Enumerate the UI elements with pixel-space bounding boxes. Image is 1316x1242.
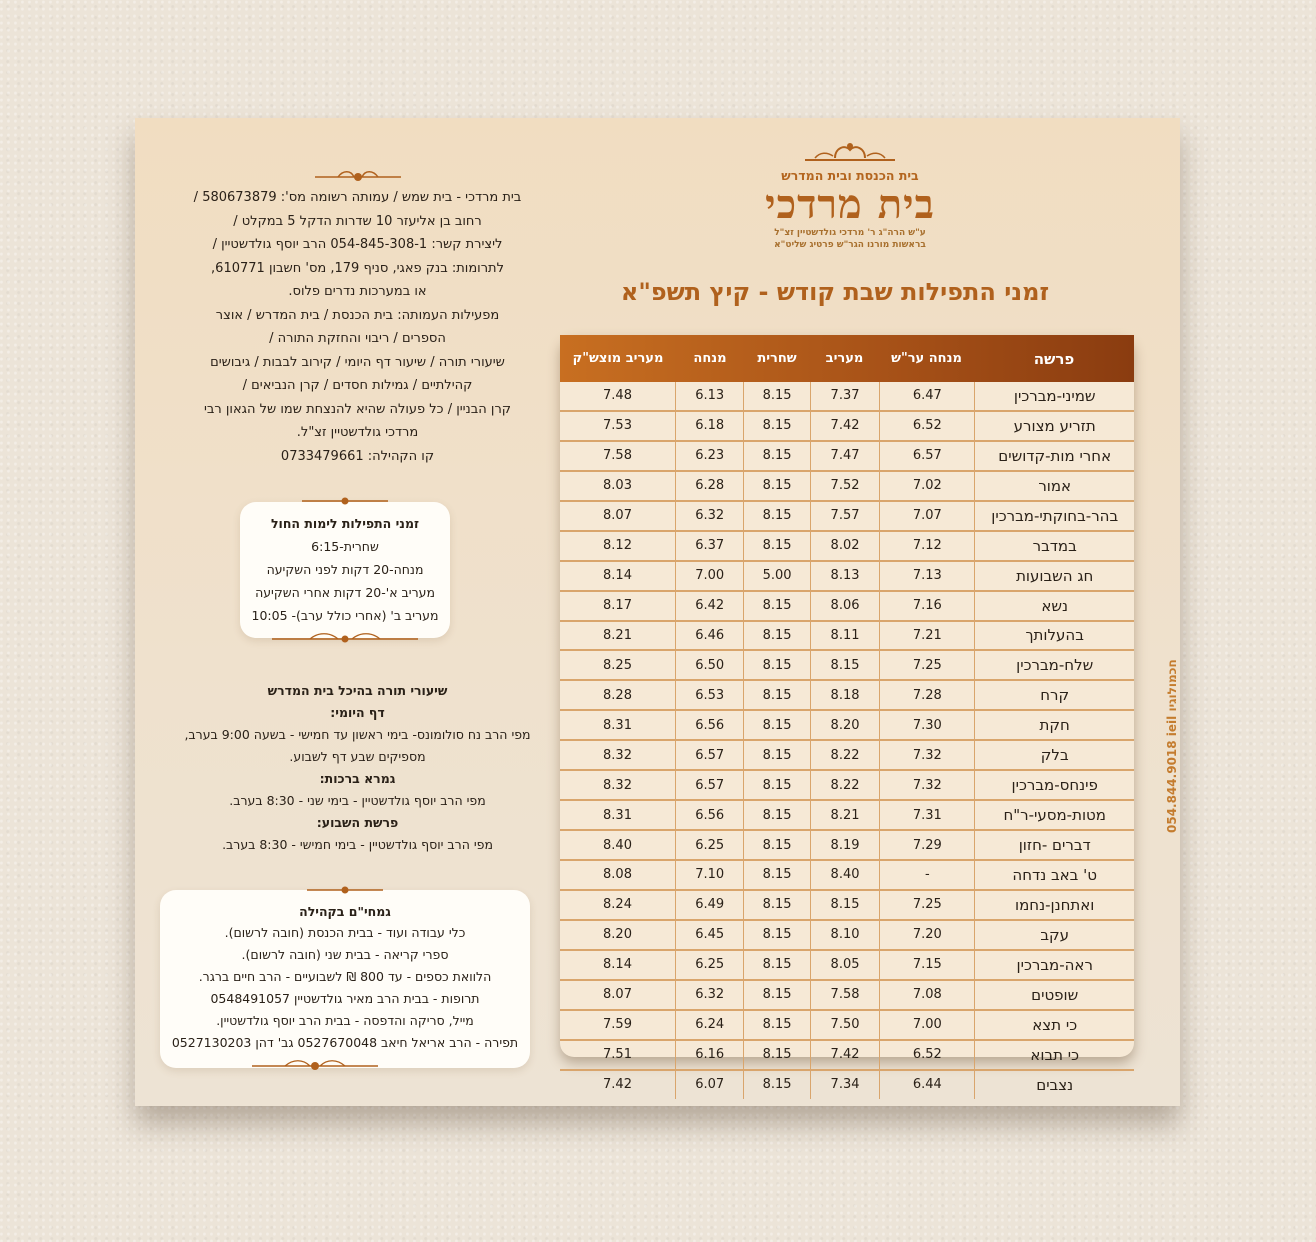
parasha-cell: נשא [974,592,1134,620]
time-cell: 7.12 [879,532,974,560]
time-cell: 7.31 [879,801,974,829]
time-cell: 8.15 [743,442,809,470]
time-cell: 6.52 [879,1041,974,1069]
time-cell: 7.00 [879,1011,974,1039]
time-cell: 7.02 [879,472,974,500]
table-row [560,831,1134,861]
time-cell: 7.51 [603,1047,632,1063]
time-cell: 8.31 [603,717,632,733]
time-cell: 8.11 [810,622,879,650]
time-cell: 6.49 [675,891,743,919]
time-cell: 6.52 [879,412,974,440]
time-cell: 6.32 [675,981,743,1009]
time-cell: 8.40 [603,837,632,853]
logo-dedication: ע"ש הרה"ג ר' מרדכי גולדשטיין זצ"ל [774,228,926,238]
parasha-cell: שלח-מברכין [974,651,1134,679]
time-cell: 6.25 [675,831,743,859]
parasha-cell: במדבר [974,532,1134,560]
time-cell: 8.07 [603,987,632,1003]
parasha-cell: ואתחנן-נחמו [974,891,1134,919]
parasha-cell: בהר-בחוקתי-מברכין [974,502,1134,530]
table-row [560,801,1134,831]
time-cell: 8.22 [810,741,879,769]
parasha-cell: עקב [974,921,1134,949]
weekday-times-box [240,502,450,638]
gemach-title: גמחי"ם בקהילה [299,904,391,919]
info-line: הספרים / ריבוי והחזקת התורה / [269,331,446,346]
time-cell: 7.50 [810,1011,879,1039]
time-cell: 8.31 [603,807,632,823]
info-line: מפעילות העמותה: בית הכנסת / בית המדרש / אוצר [215,307,500,323]
shiurim-title: שיעורי תורה בהיכל בית המדרש [267,683,448,698]
time-cell: 6.57 [675,741,743,769]
column-header: שחרית [757,351,797,366]
time-cell: 7.42 [603,1077,632,1093]
gemach-line: תרופות - בבית הרב מאיר גולדשטיין 0548491057 [210,991,480,1006]
time-cell: 8.13 [810,562,879,590]
time-cell: 7.25 [879,651,974,679]
table-row [560,981,1134,1011]
time-cell: 8.15 [743,1041,809,1069]
time-cell: 6.45 [675,921,743,949]
logo-leadership: בראשות מורנו הגר"ש פרטיג שליט"א [774,240,926,250]
parasha-cell: בהעלותך [974,622,1134,650]
table-header [560,335,1134,382]
table-row [560,472,1134,502]
weekday-time-line: מעריב א'-20 דקות אחרי השקיעה [255,585,435,600]
logo-crown-ornament-icon [795,140,905,164]
time-cell: 8.14 [603,568,632,584]
time-cell: 6.57 [879,442,974,470]
column-header: מנחה ער"ש [891,351,962,366]
time-cell: 8.15 [743,831,809,859]
info-line: לתרומות: בנק פאגי, סניף 179, מס' חשבון 610771, [211,260,504,276]
time-cell: 8.24 [603,897,632,913]
time-cell: 6.42 [675,592,743,620]
time-cell: 8.20 [810,711,879,739]
time-cell: 8.06 [810,592,879,620]
time-cell: 7.29 [879,831,974,859]
time-cell: 7.42 [810,1041,879,1069]
weekday-time-line: שחרית-6:15 [311,539,379,554]
parasha-cell: אחרי מות-קדושים [974,442,1134,470]
time-cell: 8.15 [743,771,809,799]
shabbat-times-table [560,335,1134,1094]
table-row [560,592,1134,622]
time-cell: 8.15 [743,651,809,679]
table-row [560,442,1134,472]
table-row [560,711,1134,741]
time-cell: 8.20 [603,927,632,943]
info-line: קו הקהילה: 0733479661 [280,448,435,464]
time-cell: 7.20 [879,921,974,949]
time-cell: 8.15 [743,382,809,410]
time-cell: 6.16 [675,1041,743,1069]
time-cell: 6.23 [675,442,743,470]
time-cell: 8.15 [743,921,809,949]
logo-name: בית מרדכי [765,181,935,228]
parasha-cell: כי תבוא [974,1041,1134,1069]
table-row [560,741,1134,771]
time-cell: 8.15 [743,861,809,889]
time-cell: 7.30 [879,711,974,739]
time-cell: 7.08 [879,981,974,1009]
logo [735,140,965,251]
time-cell: 8.40 [810,861,879,889]
weekday-time-line: מנחה-20 דקות לפני השקיעה [266,562,424,577]
time-cell: 7.34 [810,1071,879,1099]
gemach-line: ספרי קריאה - בבית שני (חובה לרשום). [241,947,449,962]
time-cell: 7.42 [810,412,879,440]
time-cell: 8.21 [810,801,879,829]
weekday-time-line: מעריב ב' (אחרי כולל ערב)- 10:05 [251,608,439,623]
parasha-cell: דברים -חזון [974,831,1134,859]
time-cell: 6.18 [675,412,743,440]
time-cell: 8.15 [743,891,809,919]
logo-subtitle-top: בית הכנסת ובית המדרש [781,168,919,183]
time-cell: 7.59 [603,1017,632,1033]
time-cell: 8.15 [743,502,809,530]
table-row [560,622,1134,652]
daf-yomi-line2: מספיקים שבע דף לשבוע. [289,749,426,764]
time-cell: 8.28 [603,687,632,703]
table-row [560,412,1134,442]
page-title: זמני התפילות שבת קודש - קיץ תשפ"א [620,278,1050,306]
time-cell: 7.52 [810,472,879,500]
time-cell: 7.16 [879,592,974,620]
column-header: מעריב [825,351,864,366]
parasha-cell: תזריע מצורע [974,412,1134,440]
time-cell: 8.10 [810,921,879,949]
time-cell: 8.15 [743,592,809,620]
time-cell: 8.15 [743,622,809,650]
column-header: מעריב מוצש"ק [572,351,664,366]
table-body [560,382,1134,1099]
time-cell: 8.15 [810,651,879,679]
gemara-line: מפי הרב יוסף גולדשטיין - בימי שני - 8:30 בערב. [229,793,486,808]
time-cell: 8.15 [743,532,809,560]
time-cell: 7.10 [675,861,743,889]
time-cell: 8.15 [743,1011,809,1039]
table-row [560,951,1134,981]
time-cell: 6.46 [675,622,743,650]
table-row [560,1071,1134,1099]
time-cell: 7.25 [879,891,974,919]
time-cell: 7.15 [879,951,974,979]
time-cell: 8.15 [743,741,809,769]
info-line: קהילתיים / גמילות חסדים / קרן הנביאים / [242,378,473,393]
ornament-top-icon [300,494,390,508]
time-cell: 6.50 [675,651,743,679]
parasha-cell: נצבים [974,1071,1134,1099]
ornament-bottom-icon [270,632,420,646]
gemach-line: תפירה - הרב אריאל חיאב 0527670048 גב' דהן 0527130203 [171,1035,519,1050]
info-line: או במערכות נדרים פלוס. [288,284,427,299]
time-cell: 8.18 [810,681,879,709]
time-cell: 6.13 [675,382,743,410]
time-cell: 6.37 [675,532,743,560]
table-row [560,532,1134,562]
time-cell: 7.48 [603,388,632,404]
time-cell: 8.05 [810,951,879,979]
weekday-times-title: זמני התפילות לימות החול [270,516,420,531]
time-cell: 8.19 [810,831,879,859]
parasha-cell: מטות-מסעי-ר"ח [974,801,1134,829]
info-column [155,168,560,468]
gemach-ornament-bottom-icon [250,1058,380,1074]
info-line: ליצירת קשר: 054-845-308-1 הרב יוסף גולדשטיין / [212,237,503,252]
time-cell: 6.32 [675,502,743,530]
gemach-box [160,890,530,1068]
info-line: קרן הבניין / כל פעולה שהיא להנצחת שמו של הגאון רבי [203,401,512,417]
time-cell: 5.00 [743,562,809,590]
time-cell: 6.25 [675,951,743,979]
parasha-line: מפי הרב יוסף גולדשטיין - בימי חמישי - 8:30 בערב. [222,837,493,852]
time-cell: 8.15 [743,412,809,440]
time-cell: 8.15 [743,1071,809,1099]
time-cell: 8.15 [743,472,809,500]
gemach-lines [160,922,530,1054]
parasha-title: פרשת השבוע: [316,815,399,830]
time-cell: 8.32 [603,777,632,793]
time-cell: 8.15 [743,981,809,1009]
time-cell: 8.08 [603,867,632,883]
table-row [560,1011,1134,1041]
time-cell: 7.58 [810,981,879,1009]
parasha-cell: ראה-מברכין [974,951,1134,979]
schedule-card [135,118,1180,1106]
time-cell: 6.28 [675,472,743,500]
time-cell: 8.21 [603,627,632,643]
gemach-ornament-top-icon [305,883,385,897]
parasha-cell: שמיני-מברכין [974,382,1134,410]
info-line: מרדכי גולדשטיין זצ"ל. [296,425,419,440]
table-row [560,651,1134,681]
gemach-line: הלוואת כספים - עד 800 ₪ לשבועיים - הרב חיים ברגר. [198,969,492,984]
table-row [560,562,1134,592]
time-cell: 7.47 [810,442,879,470]
time-cell: 6.44 [879,1071,974,1099]
parasha-cell: בלק [974,741,1134,769]
column-header: פרשה [1033,349,1075,368]
time-cell: 8.15 [743,801,809,829]
time-cell: 8.25 [603,657,632,673]
time-cell: 8.03 [603,478,632,494]
table-row [560,861,1134,891]
time-cell: 7.58 [603,448,632,464]
table-row [560,382,1134,412]
time-cell: 7.00 [675,562,743,590]
info-line: בית מרדכי - בית שמש / עמותה רשומה מס': 580673879 / [193,190,522,205]
parasha-cell: ט' באב נדחה [974,861,1134,889]
time-cell: 7.53 [603,418,632,434]
time-cell: 6.56 [675,711,743,739]
time-cell: 8.15 [743,711,809,739]
gemara-title: גמרא ברכות: [319,771,396,786]
gemach-line: כלי עבודה ועוד - בבית הכנסת (חובה לרשום). [224,925,466,940]
time-cell: 8.32 [603,747,632,763]
time-cell: 6.47 [879,382,974,410]
parasha-cell: קרח [974,681,1134,709]
parasha-cell: אמור [974,472,1134,500]
time-cell: 8.15 [743,951,809,979]
time-cell: 6.57 [675,771,743,799]
info-line: שיעורי תורה / שיעור דף היומי / קירוב לבבות / גיבושים [210,354,505,370]
time-cell: 8.17 [603,598,632,614]
time-cell: 7.21 [879,622,974,650]
table-row [560,771,1134,801]
time-cell: 8.22 [810,771,879,799]
time-cell: - [879,861,974,889]
time-cell: 8.15 [743,681,809,709]
info-lines [155,186,560,468]
daf-yomi-title: דף היומי: [330,705,385,720]
time-cell: 6.53 [675,681,743,709]
gemach-line: מייל, סריקה והדפסה - בבית הרב יוסף גולדשטיין. [216,1013,474,1028]
time-cell: 7.32 [879,771,974,799]
table-row [560,681,1134,711]
side-credit: 054.844.9018 ieil חכמולוגיו [1165,659,1179,833]
table-row [560,891,1134,921]
info-line: רחוב בן אליעזר 10 שדרות הדקל 5 במקלט / [233,213,482,229]
table-row [560,921,1134,951]
time-cell: 7.28 [879,681,974,709]
daf-yomi-line1: מפי הרב נח סולומונס- בימי ראשון עד חמישי - בשעה 9:00 בערב, [184,727,531,742]
time-cell: 6.56 [675,801,743,829]
time-cell: 8.15 [810,891,879,919]
shiurim-section [155,680,560,856]
parasha-cell: חקת [974,711,1134,739]
parasha-cell: שופטים [974,981,1134,1009]
time-cell: 8.12 [603,538,632,554]
table-row [560,1041,1134,1071]
time-cell: 7.37 [810,382,879,410]
column-header: מנחה [693,351,727,366]
time-cell: 8.07 [603,508,632,524]
time-cell: 6.24 [675,1011,743,1039]
table-row [560,502,1134,532]
time-cell: 7.13 [879,562,974,590]
time-cell: 8.02 [810,532,879,560]
parasha-cell: פינחס-מברכין [974,771,1134,799]
time-cell: 7.57 [810,502,879,530]
ornament-divider-icon [313,168,403,186]
time-cell: 7.32 [879,741,974,769]
time-cell: 6.07 [675,1071,743,1099]
parasha-cell: חג השבועות [974,562,1134,590]
time-cell: 7.07 [879,502,974,530]
parasha-cell: כי תצא [974,1011,1134,1039]
time-cell: 8.14 [603,957,632,973]
weekday-times-lines [240,535,450,627]
